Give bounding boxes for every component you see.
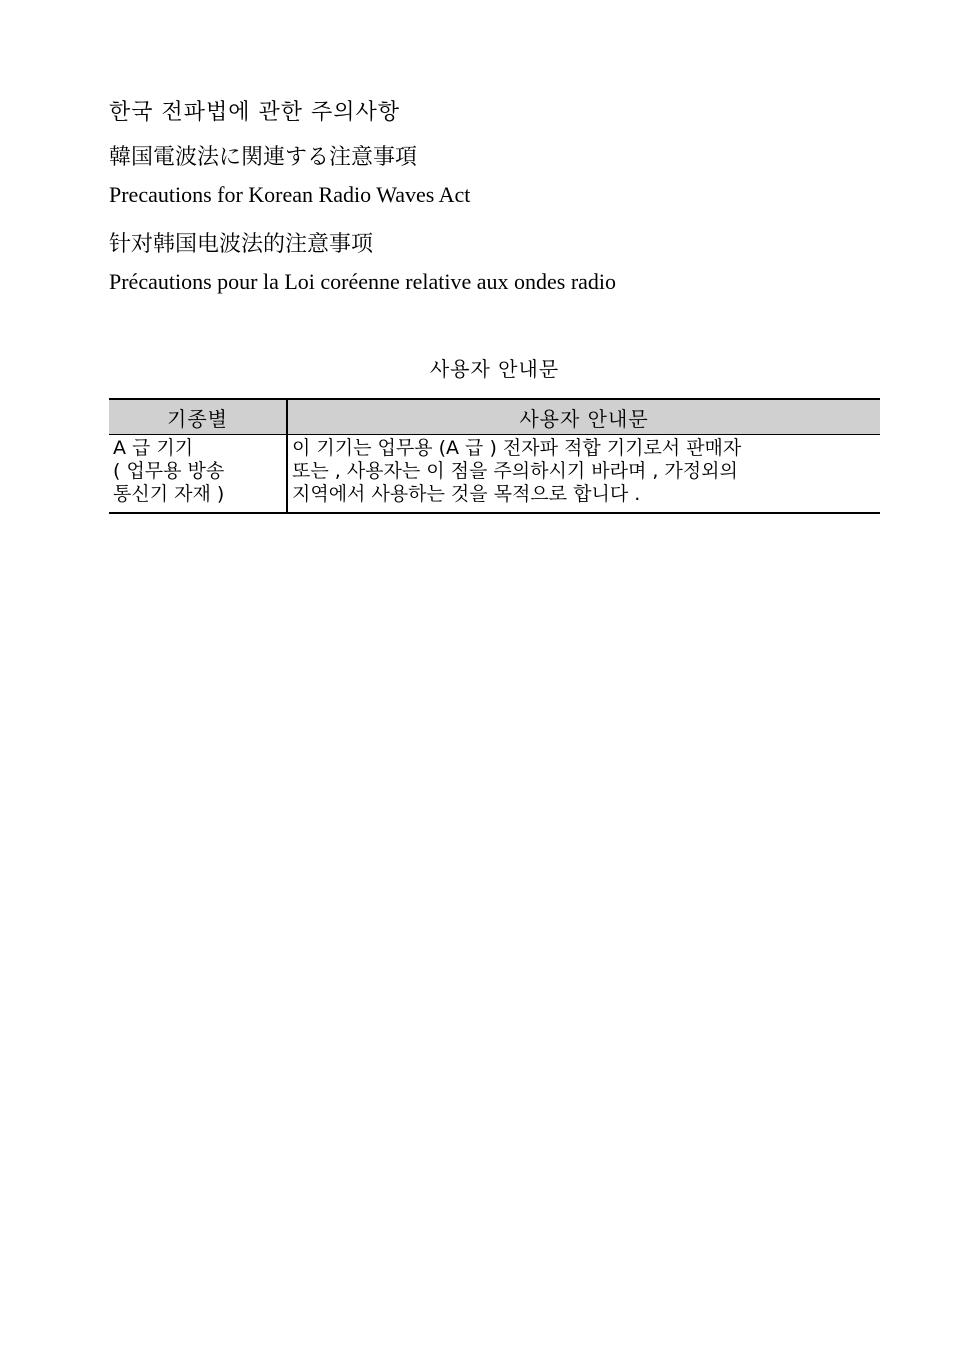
notice-line: 또는 , 사용자는 이 점을 주의하시기 바라며 , 가정외의 [292, 460, 738, 482]
heading-chinese: 针对韩国电波法的注意事项 [109, 232, 374, 257]
table-header-row [109, 399, 880, 435]
column-header-model-type: 기종별 [109, 399, 287, 435]
notice-line: 지역에서 사용하는 것을 목적으로 합니다 . [292, 483, 641, 505]
model-type-line: 통신기 자재 ) [113, 483, 225, 505]
heading-english: Precautions for Korean Radio Waves Act [109, 182, 471, 207]
model-type-line: ( 업무용 방송 [113, 460, 225, 482]
heading-japanese: 韓国電波法に関連する注意事項 [109, 145, 418, 170]
heading-korean: 한국 전파법에 관한 주의사항 [109, 100, 401, 125]
user-notice-table [109, 398, 880, 514]
heading-french: Précautions pour la Loi coréenne relative aux ondes radio [109, 269, 617, 294]
table-row [109, 435, 880, 514]
column-header-user-notice: 사용자 안내문 [287, 399, 880, 435]
table-caption: 사용자 안내문 [429, 357, 560, 381]
user-notice-cell [287, 435, 880, 514]
model-type-cell [109, 435, 287, 514]
notice-line: 이 기기는 업무용 (A 급 ) 전자파 적합 기기로서 판매자 [292, 437, 742, 459]
model-type-line: A 급 기기 [113, 437, 194, 459]
